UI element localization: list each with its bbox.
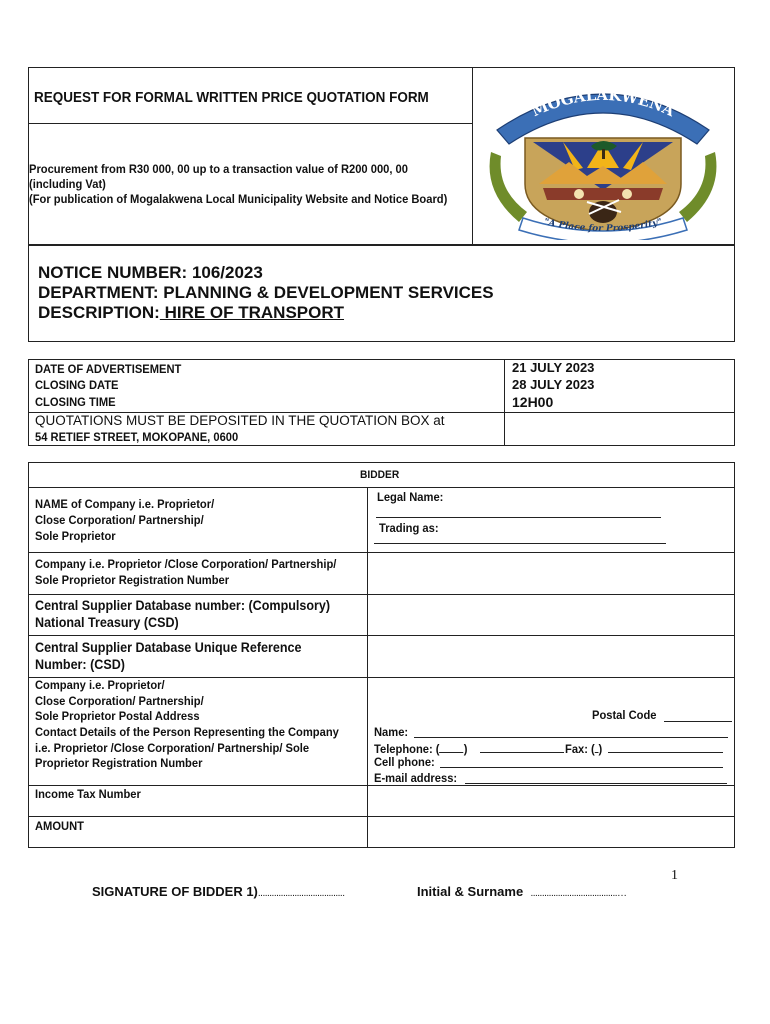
closing-value: 28 JULY 2023 [512, 377, 595, 392]
postal-label-3: Sole Proprietor Postal Address [35, 709, 200, 723]
deposit-line-2: 54 RETIEF STREET, MOKOPANE, 0600 [35, 430, 239, 444]
company-name-label-1: NAME of Company i.e. Proprietor/ [35, 497, 215, 511]
csd-ref-field[interactable] [369, 637, 734, 676]
notice-number: NOTICE NUMBER: 106/2023 [38, 263, 263, 282]
contact-name-label: Name: [374, 725, 409, 739]
advert-value: 21 JULY 2023 [512, 360, 595, 375]
closing-time-label: CLOSING TIME [35, 395, 116, 409]
amount-label: AMOUNT [35, 819, 84, 833]
crest-icon [483, 72, 723, 240]
description-value: HIRE OF TRANSPORT [159, 303, 345, 322]
fax-close: ) [598, 742, 603, 756]
deposit-line-1: QUOTATIONS MUST BE DEPOSITED IN THE QUOTATION BOX at [35, 413, 445, 428]
trading-as-label: Trading as: [379, 521, 439, 535]
department: DEPARTMENT: PLANNING & DEVELOPMENT SERVICES [38, 283, 494, 302]
registration-field[interactable] [369, 554, 734, 593]
bidder-col-divider [367, 487, 368, 848]
header-divider [472, 67, 473, 245]
contact-name-field[interactable] [414, 737, 728, 738]
telephone-field[interactable] [480, 752, 564, 753]
bidder-heading: BIDDER [360, 469, 400, 481]
closing-time-value: 12H00 [512, 394, 554, 410]
signature-field[interactable]: ...................................... [257, 888, 345, 899]
csd-field[interactable] [369, 596, 734, 634]
csd-label-1: Central Supplier Database number: (Compulsory) [35, 598, 331, 613]
csd-ref-label-2: Number: (CSD) [35, 657, 125, 672]
row-divider-6 [28, 816, 735, 817]
form-title: REQUEST FOR FORMAL WRITTEN PRICE QUOTATION FORM [34, 90, 429, 106]
registration-label-2: Sole Proprietor Registration Number [35, 573, 230, 587]
email-field[interactable] [465, 783, 727, 784]
postal-label-1: Company i.e. Proprietor/ [35, 678, 165, 692]
email-label: E-mail address: [374, 771, 458, 785]
contact-label-3: Proprietor Registration Number [35, 756, 203, 770]
telephone-code-field[interactable] [440, 740, 464, 753]
postal-code-label: Postal Code [592, 708, 657, 722]
signature-label: SIGNATURE OF BIDDER 1) [92, 884, 258, 899]
closing-label: CLOSING DATE [35, 378, 119, 392]
fax-label [565, 740, 602, 758]
advert-label: DATE OF ADVERTISEMENT [35, 362, 182, 376]
telephone-open: Telephone: ( [374, 742, 440, 756]
initial-field[interactable]: ......................................… [530, 888, 627, 899]
scope-line-2: (including Vat) [29, 177, 106, 191]
amount-field[interactable] [369, 818, 734, 847]
row-divider-2 [28, 594, 735, 595]
description-label: DESCRIPTION: [38, 303, 160, 322]
contact-label-2: i.e. Proprietor /Close Corporation/ Partnership/ Sole [35, 741, 310, 755]
postal-label-2: Close Corporation/ Partnership/ [35, 694, 204, 708]
scope-line-1: Procurement from R30 000, 00 up to a transaction value of R200 000, 00 [29, 162, 408, 176]
row-divider-3 [28, 635, 735, 636]
csd-label-2: National Treasury (CSD) [35, 615, 179, 630]
cell-phone-label: Cell phone: [374, 755, 435, 769]
page-number: 1 [671, 868, 678, 883]
legal-name-field[interactable] [376, 517, 661, 518]
initial-line [417, 884, 627, 899]
dates-divider [504, 359, 505, 446]
logo-text-top: MOGALAKWENA [528, 85, 678, 121]
fax-open: Fax: ( [565, 742, 595, 756]
legal-name-label: Legal Name: [377, 490, 444, 504]
registration-label-1: Company i.e. Proprietor /Close Corporation/ Partnership/ [35, 557, 337, 571]
income-tax-field[interactable] [369, 787, 734, 815]
header-title-divider [28, 123, 473, 124]
municipality-logo [483, 72, 723, 240]
income-tax-label: Income Tax Number [35, 787, 141, 801]
logo-text-bottom: "A Place for Prosperity" [542, 217, 664, 235]
initial-label: Initial & Surname [417, 884, 524, 899]
fax-field[interactable] [608, 752, 723, 753]
postal-code-field[interactable] [664, 721, 732, 722]
trading-as-field[interactable] [374, 543, 666, 544]
scope-line-3: (For publication of Mogalakwena Local Municipality Website and Notice Board) [29, 192, 448, 206]
csd-ref-label-1: Central Supplier Database Unique Reference [35, 640, 302, 655]
row-divider-1 [28, 552, 735, 553]
cell-phone-field[interactable] [440, 767, 723, 768]
description [38, 303, 344, 323]
bidder-head-divider [28, 487, 735, 488]
company-name-label-3: Sole Proprietor [35, 529, 116, 543]
signature-line [92, 884, 344, 899]
company-name-label-2: Close Corporation/ Partnership/ [35, 513, 204, 527]
contact-label-1: Contact Details of the Person Representing the Company [35, 725, 339, 739]
telephone-close: ) [463, 742, 468, 756]
